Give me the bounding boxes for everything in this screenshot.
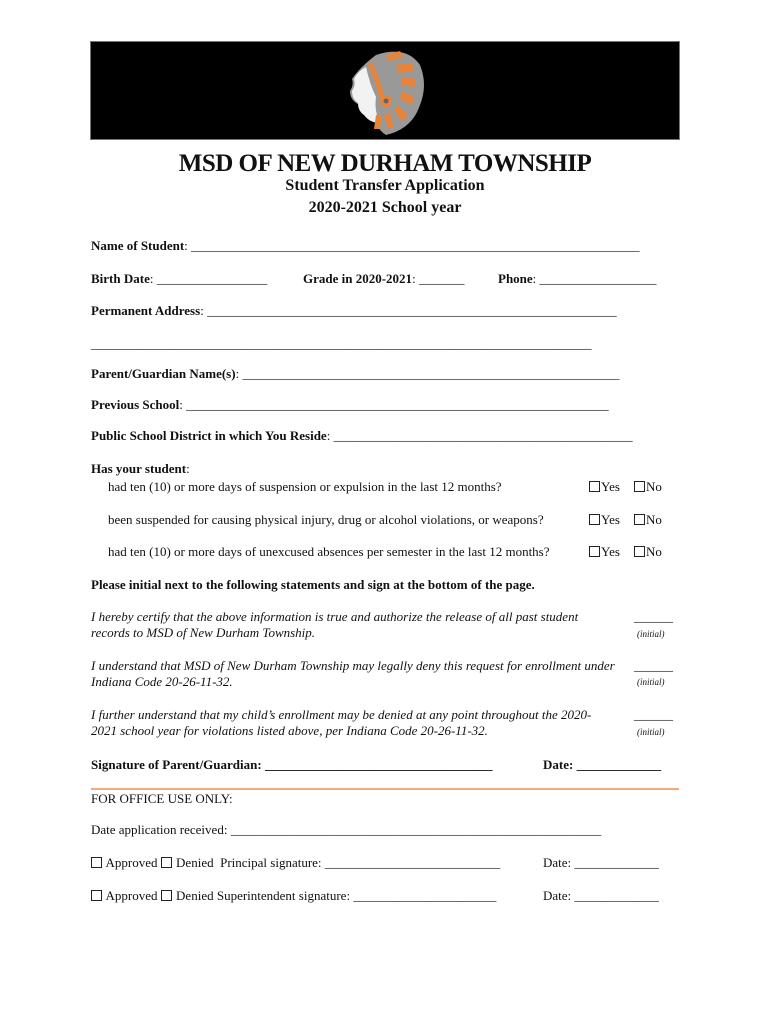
checkbox-icon	[589, 514, 600, 525]
questions-heading: Has your student:	[91, 461, 190, 476]
q3-no-checkbox[interactable]: No	[634, 544, 662, 560]
statement-1-initial-label: (initial)	[637, 629, 665, 639]
statement-2-initial-label: (initial)	[637, 677, 665, 687]
office-divider	[91, 788, 679, 790]
address-line2-blank[interactable]: _____________________________________________________________________________	[91, 336, 592, 351]
superintendent-date-field[interactable]: Date: _____________	[543, 888, 659, 903]
statement-1: I hereby certify that the above information is true and authorize the release of all past student records to MSD of New Durham Township.	[91, 609, 579, 640]
signature-date-blank[interactable]: _____________	[576, 757, 662, 772]
previous-school-field[interactable]: Previous School: _________________________________________________________________	[91, 397, 609, 412]
header-banner	[90, 41, 680, 140]
district-reside-blank[interactable]: ______________________________________________	[333, 428, 633, 443]
parent-signature-field[interactable]: Signature of Parent/Guardian: ___________________________________	[91, 757, 493, 772]
statement-3-initial-label: (initial)	[637, 727, 665, 737]
statement-3-initial-blank[interactable]: ______	[634, 707, 673, 722]
form-name: Student Transfer Application	[285, 177, 485, 194]
superintendent-date-blank[interactable]: _____________	[574, 888, 659, 903]
office-use-heading: FOR OFFICE USE ONLY:	[91, 791, 233, 806]
principal-date-field[interactable]: Date: _____________	[543, 855, 659, 870]
date-received-blank[interactable]: _________________________________________________________	[230, 822, 602, 837]
checkbox-icon	[589, 481, 600, 492]
mascot-logo-icon	[336, 45, 428, 137]
school-year: 2020-2021 School year	[308, 199, 462, 216]
date-received-field[interactable]: Date application received: _________________________________________________________	[91, 822, 602, 837]
address-blank[interactable]: _______________________________________________________________	[207, 303, 617, 318]
superintendent-approval-row: Approved Denied Superintendent signature: ______________________	[91, 888, 496, 904]
birth-date-field[interactable]: Birth Date: _________________	[91, 271, 268, 286]
birth-date-blank[interactable]: _________________	[156, 271, 268, 286]
principal-date-blank[interactable]: _____________	[574, 855, 659, 870]
statement-2-initial-blank[interactable]: ______	[634, 658, 673, 673]
initial-instructions: Please initial next to the following statements and sign at the bottom of the page.	[91, 577, 535, 592]
question-2: been suspended for causing physical injury, drug or alcohol violations, or weapons?	[108, 512, 544, 527]
statement-3: I further understand that my child’s enrollment may be denied at any point throughout the 2020-2021 school year for violations listed above, per Indiana Code 20-26-11-32.	[91, 707, 592, 738]
grade-field[interactable]: Grade in 2020-2021: _______	[303, 271, 465, 286]
address-field[interactable]: Permanent Address: _______________________________________________________________	[91, 303, 617, 318]
principal-signature-blank[interactable]: ___________________________	[324, 855, 501, 870]
checkbox-icon	[634, 546, 645, 557]
checkbox-icon	[91, 857, 102, 868]
q2-no-checkbox[interactable]: No	[634, 512, 662, 528]
previous-school-blank[interactable]: _________________________________________________________________	[186, 397, 609, 412]
superintendent-signature-blank[interactable]: ______________________	[353, 888, 497, 903]
q1-yes-checkbox[interactable]: Yes	[589, 479, 620, 495]
signature-date-field[interactable]: Date: _____________	[543, 757, 662, 772]
q2-yes-checkbox[interactable]: Yes	[589, 512, 620, 528]
superintendent-denied-checkbox[interactable]: Denied	[161, 888, 214, 903]
student-name-label: Name of Student	[91, 238, 185, 253]
student-name-field[interactable]: Name of Student: _____________________________________________________________________	[91, 238, 640, 253]
superintendent-approved-checkbox[interactable]: Approved	[91, 888, 158, 903]
grade-blank[interactable]: _______	[418, 271, 465, 286]
q1-no-checkbox[interactable]: No	[634, 479, 662, 495]
statement-1-initial-blank[interactable]: ______	[634, 609, 673, 624]
district-reside-field[interactable]: Public School District in which You Reside: ______________________________________________	[91, 428, 633, 443]
parent-signature-blank[interactable]: ___________________________________	[264, 757, 493, 772]
question-1: had ten (10) or more days of suspension or expulsion in the last 12 months?	[108, 479, 502, 494]
checkbox-icon	[634, 481, 645, 492]
principal-approved-checkbox[interactable]: Approved	[91, 855, 158, 870]
checkbox-icon	[91, 890, 102, 901]
parent-names-blank[interactable]: __________________________________________________________	[242, 366, 620, 381]
checkbox-icon	[634, 514, 645, 525]
checkbox-icon	[161, 857, 172, 868]
parent-names-field[interactable]: Parent/Guardian Name(s): __________________________________________________________	[91, 366, 620, 381]
student-name-blank[interactable]: _____________________________________________________________________	[191, 238, 640, 253]
phone-field[interactable]: Phone: __________________	[498, 271, 657, 286]
q3-yes-checkbox[interactable]: Yes	[589, 544, 620, 560]
checkbox-icon	[589, 546, 600, 557]
phone-blank[interactable]: __________________	[539, 271, 657, 286]
checkbox-icon	[161, 890, 172, 901]
principal-approval-row: Approved Denied Principal signature: ___________________________	[91, 855, 500, 871]
principal-denied-checkbox[interactable]: Denied	[161, 855, 214, 870]
question-3: had ten (10) or more days of unexcused absences per semester in the last 12 months?	[108, 544, 550, 559]
district-title: MSD OF NEW DURHAM TOWNSHIP	[178, 150, 592, 177]
statement-2: I understand that MSD of New Durham Township may legally deny this request for enrollment under Indiana Code 20-26-11-32.	[91, 658, 615, 689]
